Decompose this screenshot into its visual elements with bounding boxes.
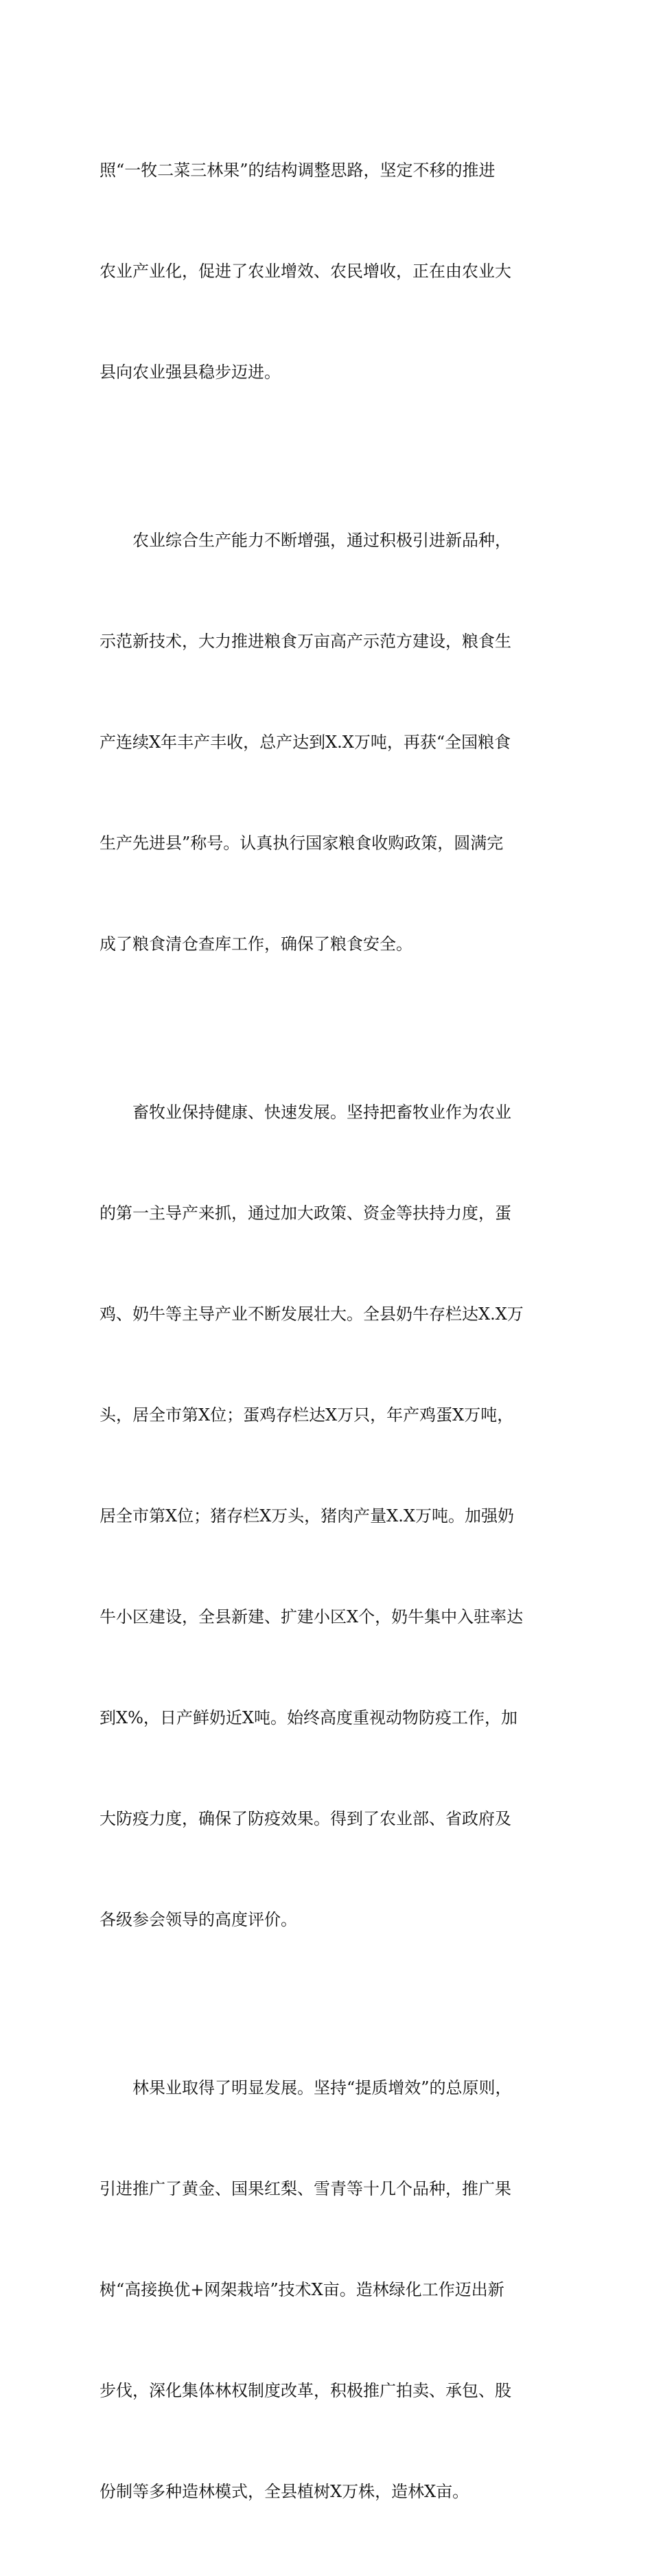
document-body (100, 87, 559, 2576)
text-line: 的第一主导产来抓，通过加大政策、资金等扶持力度，蛋 (100, 1204, 511, 1223)
text-line: 树“高接换优+网架栽培”技术X亩。造林绿化工作迈出新 (100, 2280, 504, 2299)
text-line: 份制等多种造林模式，全县植树X万株，造林X亩。 (100, 2482, 469, 2501)
text-line: 生产先进县”称号。认真执行国家粮食收购政策，圆满完 (100, 833, 504, 853)
text-line: 畜牧业保持健康、快速发展。坚持把畜牧业作为农业 (132, 1103, 511, 1122)
paragraph-structure-adjustment (100, 87, 559, 457)
text-line: 农业产业化，促进了农业增效、农民增收，正在由农业大 (100, 262, 511, 281)
text-line: 居全市第X位；猪存栏X万头，猪肉产量X.X万吨。加强奶 (100, 1506, 514, 1526)
text-line: 牛小区建设，全县新建、扩建小区X个，奶牛集中入驻率达 (100, 1607, 524, 1626)
text-line: 各级参会领导的高度评价。 (100, 1910, 297, 1929)
text-line: 县向农业强县稳步迈进。 (100, 363, 281, 382)
text-line: 步伐，深化集体林权制度改革，积极推广拍卖、承包、股 (100, 2381, 511, 2400)
text-line: 林果业取得了明显发展。坚持“提质增效”的总原则， (132, 2078, 512, 2097)
text-line: 大防疫力度，确保了防疫效果。得到了农业部、省政府及 (100, 1809, 511, 1828)
paragraph-animal-husbandry (100, 1028, 559, 2004)
text-line: 示范新技术，大力推进粮食万亩高产示范方建设，粮食生 (100, 632, 511, 651)
text-line: 照“一牧二菜三林果”的结构调整思路，坚定不移的推进 (100, 161, 496, 180)
text-line: 到X%，日产鲜奶近X吨。始终高度重视动物防疫工作，加 (100, 1708, 517, 1727)
text-line: 成了粮食清仓查库工作，确保了粮食安全。 (100, 934, 412, 954)
text-line: 农业综合生产能力不断增强，通过积极引进新品种， (132, 531, 511, 550)
text-line: 引进推广了黄金、国果红梨、雪青等十几个品种，推广果 (100, 2179, 511, 2198)
text-line: 头，居全市第X位；蛋鸡存栏达X万只，年产鸡蛋X万吨， (100, 1405, 514, 1425)
paragraph-grain-production (100, 457, 559, 1028)
paragraph-forestry-fruit (100, 2004, 559, 2576)
text-line: 鸡、奶牛等主导产业不断发展壮大。全县奶牛存栏达X.X万 (100, 1304, 524, 1324)
text-line: 产连续X年丰产丰收，总产达到X.X万吨，再获“全国粮食 (100, 733, 511, 752)
